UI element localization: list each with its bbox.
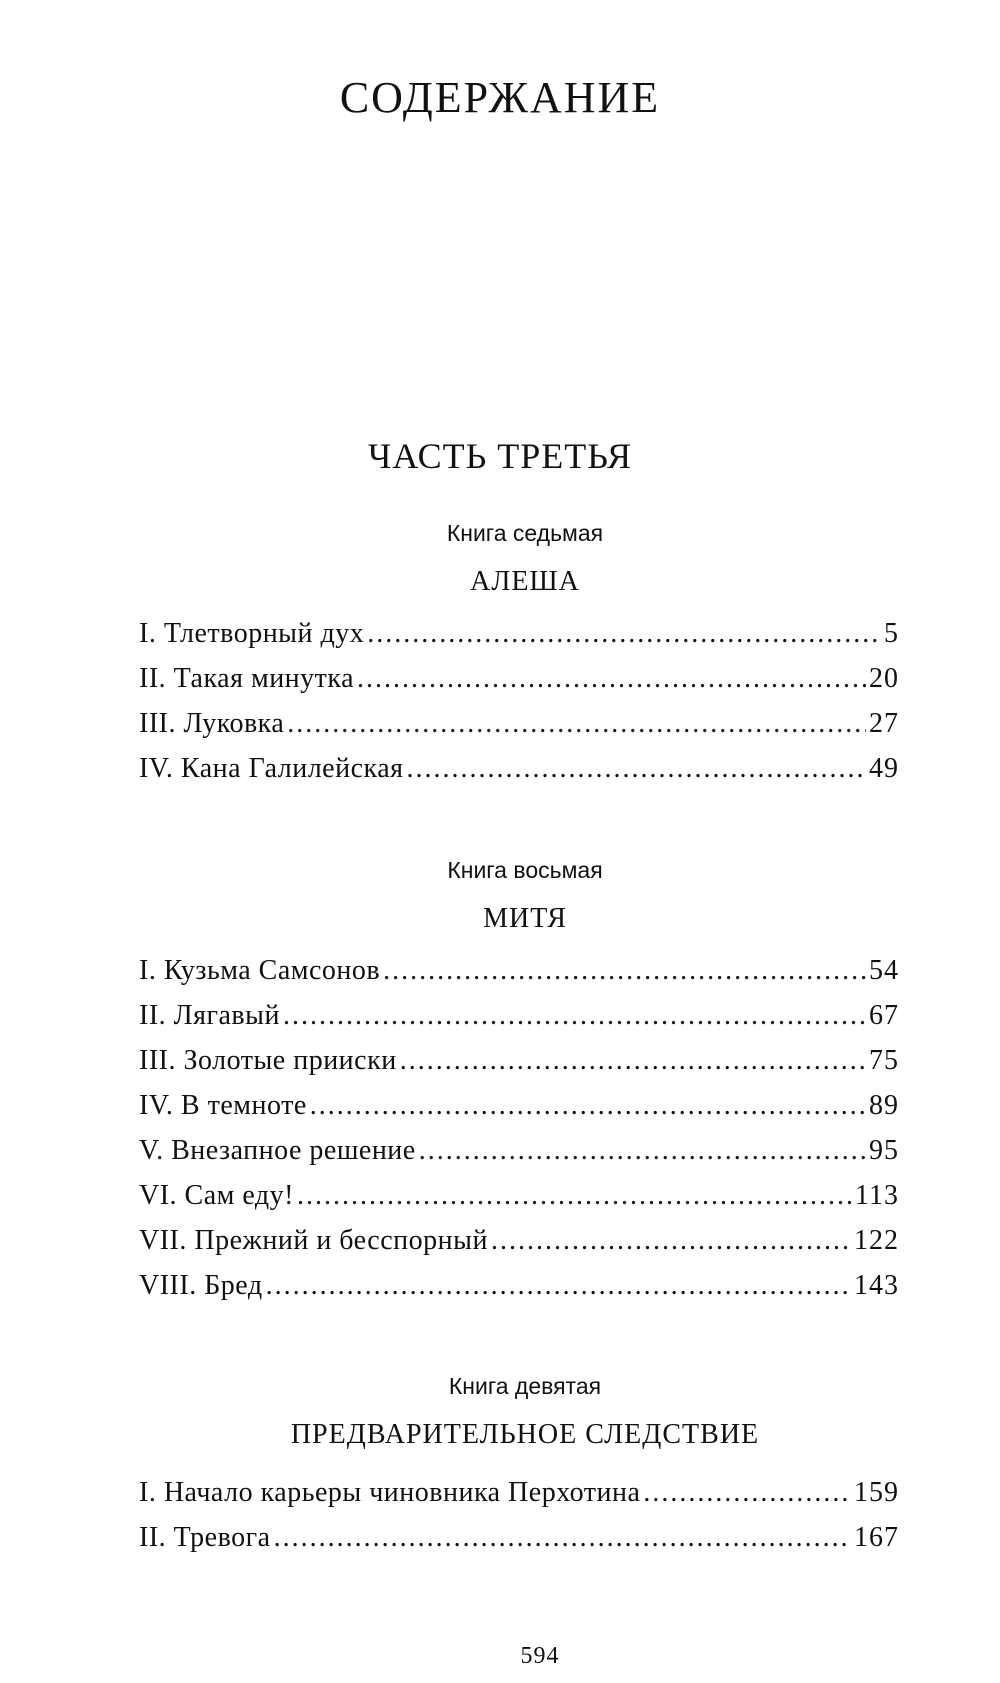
dot-leader [283,1000,866,1032]
toc-entry [139,955,899,1000]
chapter-title: II. Тревога [139,1522,271,1554]
page-number: 594 [520,1643,560,1669]
toc-entry [139,1090,899,1135]
chapter-title: III. Золотые прииски [139,1045,397,1077]
chapter-page: 143 [854,1270,899,1302]
chapter-title: VII. Прежний и бесспорный [139,1225,488,1257]
chapter-page: 49 [869,753,899,785]
chapter-page: 27 [869,708,899,740]
dot-leader [419,1135,866,1167]
dot-leader [266,1270,851,1302]
chapter-list [0,618,1000,798]
toc-entry [139,1477,899,1522]
toc-entry [139,663,899,708]
chapter-page: 5 [884,618,899,650]
part-title: ЧАСТЬ ТРЕТЬЯ [367,436,633,476]
chapter-page: 122 [854,1225,899,1257]
dot-leader [297,1180,852,1212]
book-title: АЛЕША [470,565,580,597]
toc-entry [139,1225,899,1270]
toc-entry [139,1180,899,1225]
book-label: Книга восьмая [447,857,603,883]
chapter-title: III. Луковка [139,708,285,740]
chapter-list [0,1477,1000,1567]
chapter-title: IV. В темноте [139,1090,307,1122]
chapter-title: II. Такая минутка [139,663,354,695]
chapter-title: VIII. Бред [139,1270,263,1302]
dot-leader [407,753,866,785]
page-title: СОДЕРЖАНИЕ [339,73,661,122]
chapter-page: 159 [854,1477,899,1509]
toc-entry [139,1045,899,1090]
chapter-list [0,955,1000,1315]
toc-entry [139,708,899,753]
chapter-page: 54 [869,955,899,987]
chapter-page: 89 [869,1090,899,1122]
dot-leader [357,663,866,695]
chapter-page: 67 [869,1000,899,1032]
dot-leader [383,955,866,987]
dot-leader [367,618,881,650]
book-title: МИТЯ [483,902,567,934]
chapter-title: VI. Сам еду! [139,1180,294,1212]
chapter-page: 95 [869,1135,899,1167]
dot-leader [274,1522,851,1554]
toc-entry [139,1000,899,1045]
book-section-seventh [0,520,1000,798]
book-label: Книга девятая [448,1373,602,1399]
book-label: Книга седьмая [446,520,604,546]
dot-leader [491,1225,851,1257]
toc-entry [139,618,899,663]
toc-entry [139,1270,899,1315]
chapter-page: 167 [854,1522,899,1554]
dot-leader [643,1477,851,1509]
book-section-ninth [0,1373,1000,1567]
chapter-title: V. Внезапное решение [139,1135,416,1167]
toc-entry [139,753,899,798]
chapter-title: I. Начало карьеры чиновника Перхотина [139,1477,641,1509]
book-title: ПРЕДВАРИТЕЛЬНОЕ СЛЕДСТВИЕ [290,1418,760,1450]
chapter-title: I. Тлетворный дух [139,618,365,650]
book-section-eighth [0,857,1000,1315]
dot-leader [400,1045,866,1077]
chapter-title: I. Кузьма Самсонов [139,955,381,987]
chapter-title: IV. Кана Галилейская [139,753,404,785]
toc-entry [139,1522,899,1567]
chapter-page: 20 [869,663,899,695]
toc-entry [139,1135,899,1180]
chapter-page: 113 [855,1180,899,1212]
chapter-page: 75 [869,1045,899,1077]
dot-leader [310,1090,866,1122]
chapter-title: II. Лягавый [139,1000,280,1032]
dot-leader [287,708,866,740]
